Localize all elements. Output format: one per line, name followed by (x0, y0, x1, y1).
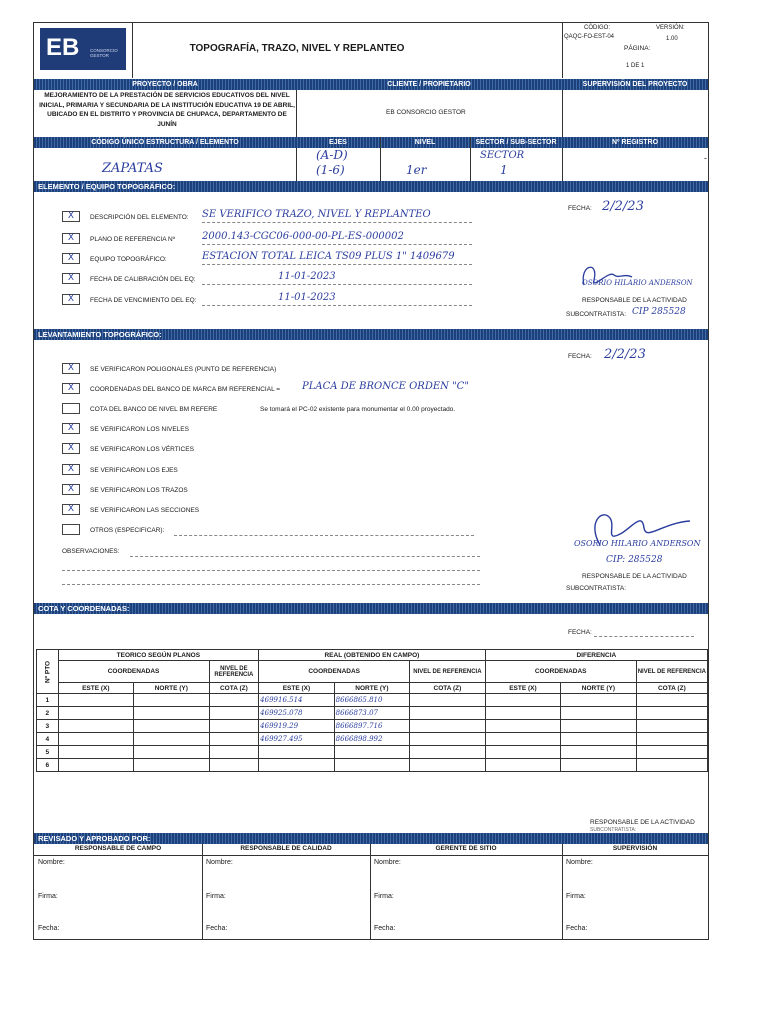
elemento-value-2: 2000.143-CGC06-000-00-PL-ES-000002 (202, 231, 404, 242)
real-este-cell[interactable] (259, 746, 335, 759)
pto-header: Nº PTO (37, 650, 59, 694)
cell[interactable] (134, 707, 210, 720)
signature-1-name: OSORIO HILARIO ANDERSON (582, 279, 693, 287)
logo-box (40, 28, 126, 70)
sector-header: SECTOR / SUB-SECTOR (475, 139, 557, 146)
teorico-cota-header: COTA (Z) (209, 683, 259, 694)
calidad-nombre-label: Nombre: (206, 859, 233, 866)
ejes-value-2: (1-6) (316, 163, 345, 177)
cell[interactable] (636, 707, 707, 720)
lev-label-3: COTA DEL BANCO DE NIVEL BM REFERE (90, 406, 218, 413)
elemento-value-3: ESTACION TOTAL LEICA TS09 PLUS 1" 1409679 (202, 251, 455, 262)
code-bar (34, 137, 708, 148)
cell[interactable] (410, 707, 486, 720)
registro-value: - (704, 153, 707, 163)
lev-value-2: PLACA DE BRONCE ORDEN "C" (302, 381, 469, 392)
cell[interactable] (134, 733, 210, 746)
lev-label-6: SE VERIFICARON LOS EJES (90, 467, 178, 474)
elemento-sub-label: SUBCONTRATISTA: (566, 311, 627, 318)
signature-2-cip: CIP: 285528 (606, 555, 663, 565)
real-este-cell[interactable] (259, 759, 335, 772)
form-title: TOPOGRAFÍA, TRAZO, NIVEL Y REPLANTEO (189, 43, 405, 54)
cell[interactable] (209, 746, 259, 759)
cell[interactable] (209, 733, 259, 746)
proyecto-header: PROYECTO / OBRA (132, 81, 198, 88)
cell[interactable] (410, 720, 486, 733)
elemento-value-4: 11-01-2023 (278, 271, 336, 282)
real-norte-cell[interactable]: 8666865.810 (334, 694, 410, 707)
gerente-firma-label: Firma: (374, 893, 394, 900)
levantamiento-fecha-value: 2/2/23 (604, 347, 646, 362)
table-row (37, 759, 708, 772)
cota-bar: COTA Y COORDENADAS: (34, 603, 708, 614)
cell[interactable] (58, 707, 134, 720)
cell[interactable] (209, 707, 259, 720)
pagina-label: PÁGINA: (624, 45, 651, 52)
diferencia-header: DIFERENCIA (485, 650, 707, 661)
elemento-fecha-value: 2/2/23 (602, 199, 644, 214)
col-calidad-header: RESPONSABLE DE CALIDAD (240, 845, 332, 852)
lev-check-7[interactable]: X (62, 484, 80, 495)
table-row (37, 733, 708, 746)
cell[interactable] (134, 746, 210, 759)
levantamiento-fecha-label: FECHA: (568, 353, 592, 360)
levantamiento-resp-label: RESPONSABLE DE LA ACTIVIDAD (582, 573, 687, 580)
lev-check-8[interactable]: X (62, 504, 80, 515)
version-label: VERSIÓN: (656, 25, 685, 31)
table-row (37, 720, 708, 733)
logo-text: EB (46, 34, 80, 61)
elemento-label-1: DESCRIPCIÓN DEL ELEMENTO: (90, 214, 189, 221)
lev-check-2[interactable]: X (62, 383, 80, 394)
dif-coord-header: COORDENADAS (485, 661, 636, 683)
col-supervision-header: SUPERVISIÓN (612, 845, 658, 852)
lev-label-8: SE VERIFICARON LAS SECCIONES (90, 507, 200, 514)
elemento-check-1[interactable]: X (62, 211, 80, 222)
row-number: 4 (37, 733, 59, 746)
logo-subtext: CONSORCIO GESTOR (90, 48, 118, 58)
row-number: 5 (37, 746, 59, 759)
calidad-fecha-label: Fecha: (206, 925, 228, 932)
dif-norte-header: NORTE (Y) (561, 683, 637, 694)
lev-label-9: OTROS (ESPECIFICAR): (90, 527, 165, 534)
cell[interactable] (410, 694, 486, 707)
real-este-cell[interactable]: 469919.29 (259, 720, 335, 733)
cell[interactable] (410, 759, 486, 772)
lev-check-1[interactable]: X (62, 363, 80, 374)
ejes-header: EJES (329, 139, 347, 146)
teorico-nivel-header: NIVEL DE REFERENCIA (209, 661, 259, 683)
form-page (33, 22, 709, 940)
project-description: MEJORAMIENTO DE LA PRESTACIÓN DE SERVICIOS EDUCATIVOS DEL NIVEL INICIAL, PRIMARIA Y SECUNDARIA DE LA INSTITUCIÓN EDUCATIVA 19 DE ABRIL, UBICADO EN EL DISTRITO Y PROVINCIA DE CHUPACA, DEPARTAMENTO DE JUNÍN (39, 92, 295, 128)
lev-check-4[interactable]: X (62, 423, 80, 434)
cell[interactable] (209, 720, 259, 733)
dif-nivel-header: NIVEL DE REFERENCIA (636, 661, 707, 683)
cota-fecha-label: FECHA: (568, 629, 592, 636)
registro-header: Nº REGISTRO (611, 139, 659, 146)
cell[interactable] (58, 746, 134, 759)
table-row (37, 746, 708, 759)
cell[interactable] (636, 694, 707, 707)
elemento-value-5: 11-01-2023 (278, 292, 336, 303)
cell[interactable] (636, 746, 707, 759)
cell[interactable] (58, 694, 134, 707)
elemento-value-1: SE VERIFICO TRAZO, NIVEL Y REPLANTEO (202, 209, 431, 220)
elemento-check-4[interactable]: X (62, 273, 80, 284)
col-gerente-header: GERENTE DE SITIO (435, 845, 497, 852)
cell[interactable] (209, 759, 259, 772)
cell[interactable] (485, 759, 561, 772)
cell[interactable] (636, 720, 707, 733)
real-este-cell[interactable]: 469925.078 (259, 707, 335, 720)
cell[interactable] (58, 733, 134, 746)
supervision-nombre-label: Nombre: (566, 859, 593, 866)
cell[interactable] (209, 694, 259, 707)
cliente-header: CLIENTE / PROPIETARIO (387, 81, 471, 88)
lev-label-5: SE VERIFICARON LOS VÉRTICES (90, 446, 194, 453)
elemento-check-2[interactable]: X (62, 233, 80, 244)
table-row (37, 707, 708, 720)
elemento-check-5[interactable]: X (62, 294, 80, 305)
row-number: 3 (37, 720, 59, 733)
elemento-label-5: FECHA DE VENCIMIENTO DEL EQ: (90, 297, 197, 304)
lev-check-6[interactable]: X (62, 464, 80, 475)
cell[interactable] (485, 707, 561, 720)
table-row (37, 694, 708, 707)
codigo-value: QAQC-FO-EST-04 (564, 34, 615, 40)
real-este-cell[interactable]: 469916.514 (259, 694, 335, 707)
lev-check-9[interactable] (62, 524, 80, 535)
sector-value-2: 1 (500, 163, 508, 177)
elemento-resp-label: RESPONSABLE DE LA ACTIVIDAD (582, 297, 687, 304)
cell[interactable] (636, 733, 707, 746)
supervision-header: SUPERVISIÓN DEL PROYECTO (582, 81, 688, 88)
lev-label-2: COORDENADAS DEL BANCO DE MARCA BM REFERENCIAL = (90, 386, 281, 393)
elemento-check-3[interactable]: X (62, 253, 80, 264)
real-norte-cell[interactable]: 8666897.716 (334, 720, 410, 733)
real-este-header: ESTE (X) (259, 683, 335, 694)
lev-check-3[interactable] (62, 403, 80, 414)
cliente-value: EB CONSORCIO GESTOR (386, 109, 466, 116)
cell[interactable] (485, 694, 561, 707)
nivel-value: 1er (406, 163, 427, 177)
cell[interactable] (134, 759, 210, 772)
teorico-header: TEORICO SEGÚN PLANOS (58, 650, 259, 661)
observaciones-label: OBSERVACIONES: (62, 548, 120, 555)
elemento-label-2: PLANO DE REFERENCIA Nº (90, 236, 176, 243)
coordinates-table (36, 649, 708, 772)
lev-label-1: SE VERIFICARON POLIGONALES (PUNTO DE REFERENCIA) (90, 366, 277, 373)
cell[interactable] (561, 733, 637, 746)
cota-sub-label: SUBCONTRATISTA: (590, 827, 637, 833)
real-norte-cell[interactable]: 8666898.992 (334, 733, 410, 746)
revisado-bar: REVISADO Y APROBADO POR: (34, 833, 708, 844)
lev-check-5[interactable]: X (62, 443, 80, 454)
signature-1 (574, 255, 634, 295)
supervision-fecha-label: Fecha: (566, 925, 588, 932)
row-number: 2 (37, 707, 59, 720)
real-norte-cell[interactable] (334, 759, 410, 772)
teorico-este-header: ESTE (X) (58, 683, 134, 694)
cell[interactable] (410, 733, 486, 746)
cell[interactable] (134, 720, 210, 733)
elemento-bar: ELEMENTO / EQUIPO TOPOGRÁFICO: (34, 181, 708, 192)
cell[interactable] (561, 694, 637, 707)
real-cota-header: COTA (Z) (410, 683, 486, 694)
project-bar (34, 79, 708, 90)
lev-value-3: Se tomará el PC-02 existente para monumentar el 0.00 proyectado. (260, 406, 456, 413)
cell[interactable] (485, 746, 561, 759)
elemento-label-4: FECHA DE CALIBRACIÓN DEL EQ: (90, 276, 196, 283)
levantamiento-bar: LEVANTAMIENTO TOPOGRÁFICO: (34, 329, 708, 340)
cell[interactable] (58, 759, 134, 772)
cell[interactable] (410, 746, 486, 759)
gerente-fecha-label: Fecha: (374, 925, 396, 932)
cell[interactable] (561, 746, 637, 759)
campo-fecha-label: Fecha: (38, 925, 60, 932)
sector-value-1: SECTOR (480, 150, 525, 161)
ejes-value-1: (A-D) (316, 148, 348, 162)
teorico-norte-header: NORTE (Y) (134, 683, 210, 694)
signature-2-name: OSORIO HILARIO ANDERSON (574, 539, 701, 548)
cell[interactable] (561, 707, 637, 720)
campo-nombre-label: Nombre: (38, 859, 65, 866)
cell[interactable] (485, 733, 561, 746)
real-header: REAL (OBTENIDO EN CAMPO) (259, 650, 486, 661)
pagina-value: 1 DE 1 (626, 63, 645, 69)
real-norte-header: NORTE (Y) (334, 683, 410, 694)
real-coord-header: COORDENADAS (259, 661, 410, 683)
cell[interactable] (58, 720, 134, 733)
codigo-unico-header: CÓDIGO ÚNICO ESTRUCTURA / ELEMENTO (91, 139, 239, 146)
dif-cota-header: COTA (Z) (636, 683, 707, 694)
row-number: 6 (37, 759, 59, 772)
campo-firma-label: Firma: (38, 893, 58, 900)
real-este-cell[interactable]: 469927.495 (259, 733, 335, 746)
cota-resp-label: RESPONSABLE DE LA ACTIVIDAD (590, 819, 695, 826)
elemento-value: ZAPATAS (102, 161, 163, 176)
col-campo-header: RESPONSABLE DE CAMPO (74, 845, 162, 852)
teorico-coord-header: COORDENADAS (58, 661, 209, 683)
elemento-sub-value: CIP 285528 (632, 307, 686, 317)
cell[interactable] (561, 720, 637, 733)
cell[interactable] (561, 759, 637, 772)
lev-label-7: SE VERIFICARON LOS TRAZOS (90, 487, 188, 494)
dif-este-header: ESTE (X) (485, 683, 561, 694)
elemento-fecha-label: FECHA: (568, 205, 592, 212)
gerente-nombre-label: Nombre: (374, 859, 401, 866)
real-nivel-header: NIVEL DE REFERENCIA (410, 661, 486, 683)
version-value: 1.00 (666, 36, 678, 42)
real-norte-cell[interactable] (334, 746, 410, 759)
supervision-firma-label: Firma: (566, 893, 586, 900)
cell[interactable] (636, 759, 707, 772)
lev-label-4: SE VERIFICARON LOS NIVELES (90, 426, 189, 433)
nivel-header: NIVEL (414, 139, 436, 146)
cell[interactable] (485, 720, 561, 733)
codigo-label: CÓDIGO: (584, 25, 611, 31)
cell[interactable] (134, 694, 210, 707)
levantamiento-sub-label: SUBCONTRATISTA: (566, 585, 627, 592)
real-norte-cell[interactable]: 8666873.07 (334, 707, 410, 720)
calidad-firma-label: Firma: (206, 893, 226, 900)
elemento-label-3: EQUIPO TOPOGRÁFICO: (90, 256, 167, 263)
row-number: 1 (37, 694, 59, 707)
